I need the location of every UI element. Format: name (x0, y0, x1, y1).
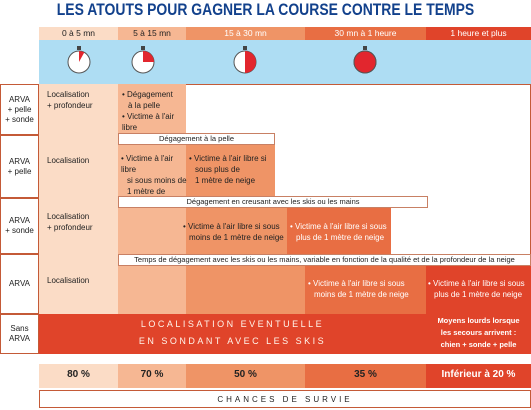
row4-localisation-text: Localisation (47, 276, 90, 285)
survival-1: 70 % (118, 364, 186, 388)
row2-banner: Dégagement à la pelle (118, 133, 275, 145)
survival-4: Inférieur à 20 % (426, 364, 531, 388)
column-header-3: 30 mn à 1 heure (305, 27, 426, 40)
row3-cell3-text: • Victime à l'air libre si sous plus de 1 mètre de neige (290, 222, 387, 242)
row2-localisation-cell (39, 135, 118, 198)
survival-0: 80 % (39, 364, 118, 388)
row5-big-line-1: LOCALISATION EVENTUELLE (140, 319, 325, 329)
column-header-2: 15 à 30 mn (186, 27, 305, 40)
stopwatch-icon (68, 46, 90, 73)
row-label-arva-sonde: ARVA + sonde (0, 198, 39, 254)
row-label-sans-arva: Sans ARVA (0, 314, 39, 354)
spacer (0, 354, 531, 364)
row-label-arva-pelle-sonde: ARVA + pelle + sonde (0, 84, 39, 135)
row4-cell4-text: • Victime à l'air libre si sous plus de 1 mètre de neige (428, 279, 525, 299)
survival-3: 35 % (305, 364, 426, 388)
row5-note-text: Moyens lourds lorsque les secours arrivent : chien + sonde + pelle (437, 316, 520, 349)
stopwatch-icons (0, 0, 531, 90)
row4-cell3-text: • Victime à l'air libre si sous moins de 1 mètre de neige (308, 279, 409, 299)
page-title: LES ATOUTS POUR GAGNER LA COURSE CONTRE LE TEMPS (56, 0, 475, 19)
row-label-arva: ARVA (0, 254, 39, 314)
survival-2: 50 % (186, 364, 305, 388)
column-header-1: 5 à 15 mn (118, 27, 186, 40)
stopwatch-icon (234, 46, 256, 73)
stopwatch-icon (354, 46, 376, 73)
row4-banner: Temps de dégagement avec les skis ou les mains, variable en fonction de la qualité et de la profondeur de la neige (118, 254, 531, 266)
row1-degagement-text: • Dégagement à la pelle • Victime à l'air libre (122, 90, 175, 132)
row2-cell1-text: • Victime à l'air libre si sous moins de 1 mètre de (121, 154, 187, 196)
row3-cell2-text: • Victime à l'air libre si sous moins de 1 mètre de neige (183, 222, 284, 242)
column-header-4: 1 heure et plus (426, 27, 531, 40)
row3-localisation-text: Localisation + profondeur (47, 212, 93, 232)
row2-cell2-text: • Victime à l'air libre si sous plus de 1 mètre de neige (189, 154, 267, 185)
row1-localisation-text: Localisation + profondeur (47, 90, 93, 110)
column-header-0: 0 à 5 mn (39, 27, 118, 40)
row2-localisation-text: Localisation (47, 156, 90, 165)
row3-banner: Dégagement en creusant avec les skis ou les mains (118, 196, 428, 208)
stopwatch-icon (132, 46, 154, 73)
row-label-arva-pelle: ARVA + pelle (0, 135, 39, 198)
row5-big-line-2: EN SONDANT AVEC LES SKIS (138, 336, 327, 346)
chances-de-survie-label: CHANCES DE SURVIE (39, 390, 531, 408)
